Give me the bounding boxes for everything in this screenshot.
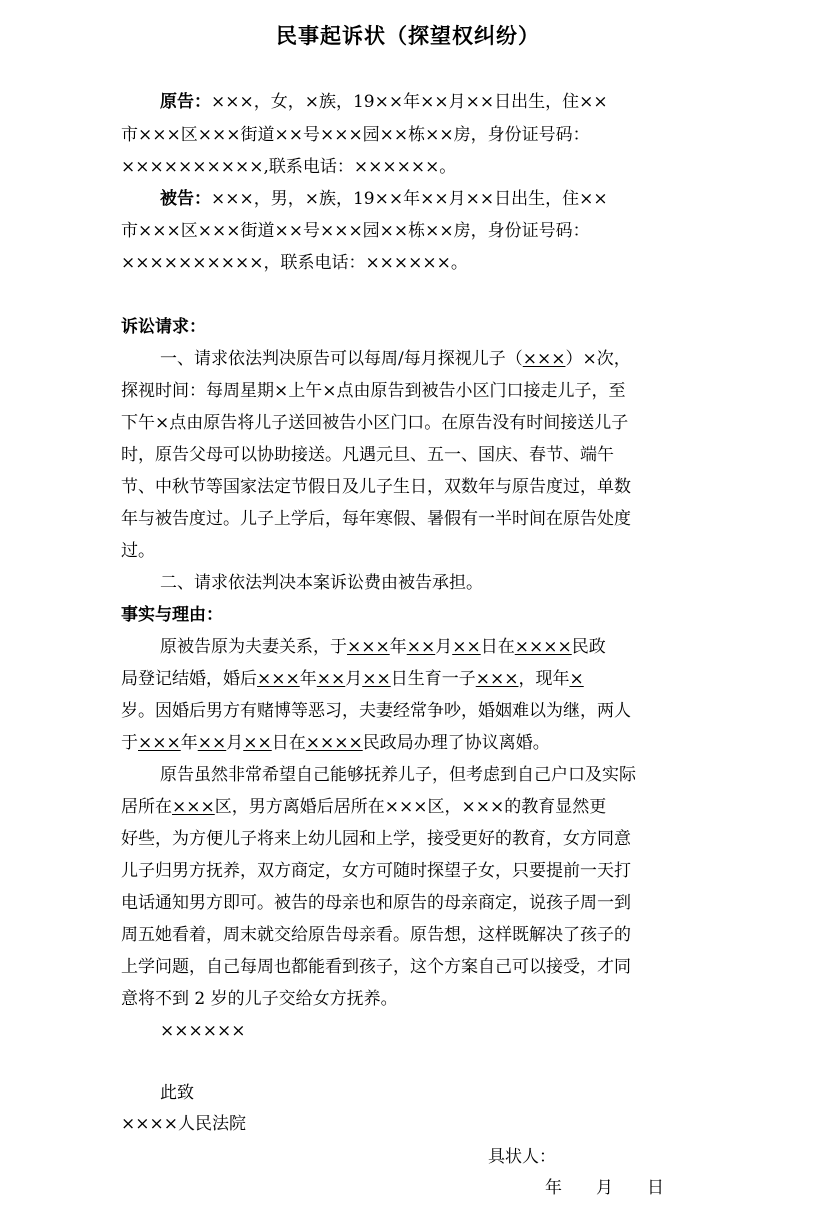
claim-1-line-7: 过。 (121, 541, 155, 561)
facts-p2-line-6: 周五她看着，周末就交给原告母亲看。原告想，这样既解决了孩子的 (121, 925, 631, 945)
claim-1-line-6: 年与被告度过。儿子上学后，每年寒假、暑假有一半时间在原告处度 (121, 509, 631, 529)
claim-1-line-1: 一、请求依法判决原告可以每周/每月探视儿子（×××）×次， (160, 349, 631, 369)
claim-1-line-2: 探视时间：每周星期×上午×点由原告到被告小区门口接走儿子，至 (121, 381, 626, 401)
facts-p2-line-7: 上学问题，自己每周也都能看到孩子，这个方案自己可以接受，才同 (121, 957, 631, 977)
facts-p1-line-3: 岁。因婚后男方有赌博等恶习，夫妻经常争吵，婚姻难以为继，两人 (121, 701, 631, 721)
document-title: 民事起诉状（探望权纠纷） (276, 23, 540, 48)
defendant-label: 被告： (160, 189, 211, 209)
facts-p2-line-8: 意将不到 2 岁的儿子交给女方抚养。 (121, 989, 398, 1009)
claim-1-line-5: 节、中秋节等国家法定节假日及儿子生日，双数年与原告度过，单数 (121, 477, 631, 497)
salutation: 此致 (160, 1083, 194, 1103)
plaintiff-line-2: 市×××区×××街道××号×××园××栋××房，身份证号码： (121, 125, 590, 145)
defendant-line-1: 被告：×××，男，×族，19××年××月××日出生，住×× (160, 189, 608, 209)
date-line: 年 月 日 (545, 1178, 664, 1198)
defendant-line-3: ××××××××××，联系电话：××××××。 (121, 253, 468, 273)
facts-p3: ×××××× (160, 1021, 246, 1041)
claim-1-line-3: 下午×点由原告将儿子送回被告小区门口。在原告没有时间接送儿子 (121, 413, 629, 433)
plaintiff-line-3: ××××××××××,联系电话：××××××。 (121, 157, 457, 177)
facts-p2-line-4: 儿子归男方抚养，双方商定，女方可随时探望子女，只要提前一天打 (121, 861, 631, 881)
court-name: ××××人民法院 (121, 1114, 246, 1134)
plaintiff-line-1: 原告：×××，女，×族，19××年××月××日出生，住×× (160, 92, 608, 112)
claim-2: 二、请求依法判决本案诉讼费由被告承担。 (160, 573, 483, 593)
facts-p2-line-2: 居所在×××区，男方离婚后居所在×××区，×××的教育显然更 (121, 797, 607, 817)
facts-p2-line-5: 电话通知男方即可。被告的母亲也和原告的母亲商定，说孩子周一到 (121, 893, 631, 913)
plaintiff-label: 原告： (160, 92, 211, 112)
facts-p2-line-1: 原告虽然非常希望自己能够抚养儿子，但考虑到自己户口及实际 (160, 765, 636, 785)
signer-label: 具状人： (488, 1147, 556, 1167)
facts-p1-line-4: 于×××年××月××日在××××民政局办理了协议离婚。 (121, 733, 550, 753)
facts-p2-line-3: 好些，为方便儿子将来上幼儿园和上学，接受更好的教育，女方同意 (121, 829, 631, 849)
facts-p1-line-2: 局登记结婚，婚后×××年××月××日生育一子×××，现年× (121, 669, 584, 689)
facts-heading: 事实与理由： (121, 605, 223, 625)
facts-p1-line-1: 原被告原为夫妻关系，于×××年××月××日在××××民政 (160, 637, 606, 657)
defendant-line-2: 市×××区×××街道××号×××园××栋××房，身份证号码： (121, 221, 590, 241)
claim-1-line-4: 时，原告父母可以协助接送。凡遇元旦、五一、国庆、春节、端午 (121, 445, 614, 465)
claims-heading: 诉讼请求： (121, 317, 206, 337)
